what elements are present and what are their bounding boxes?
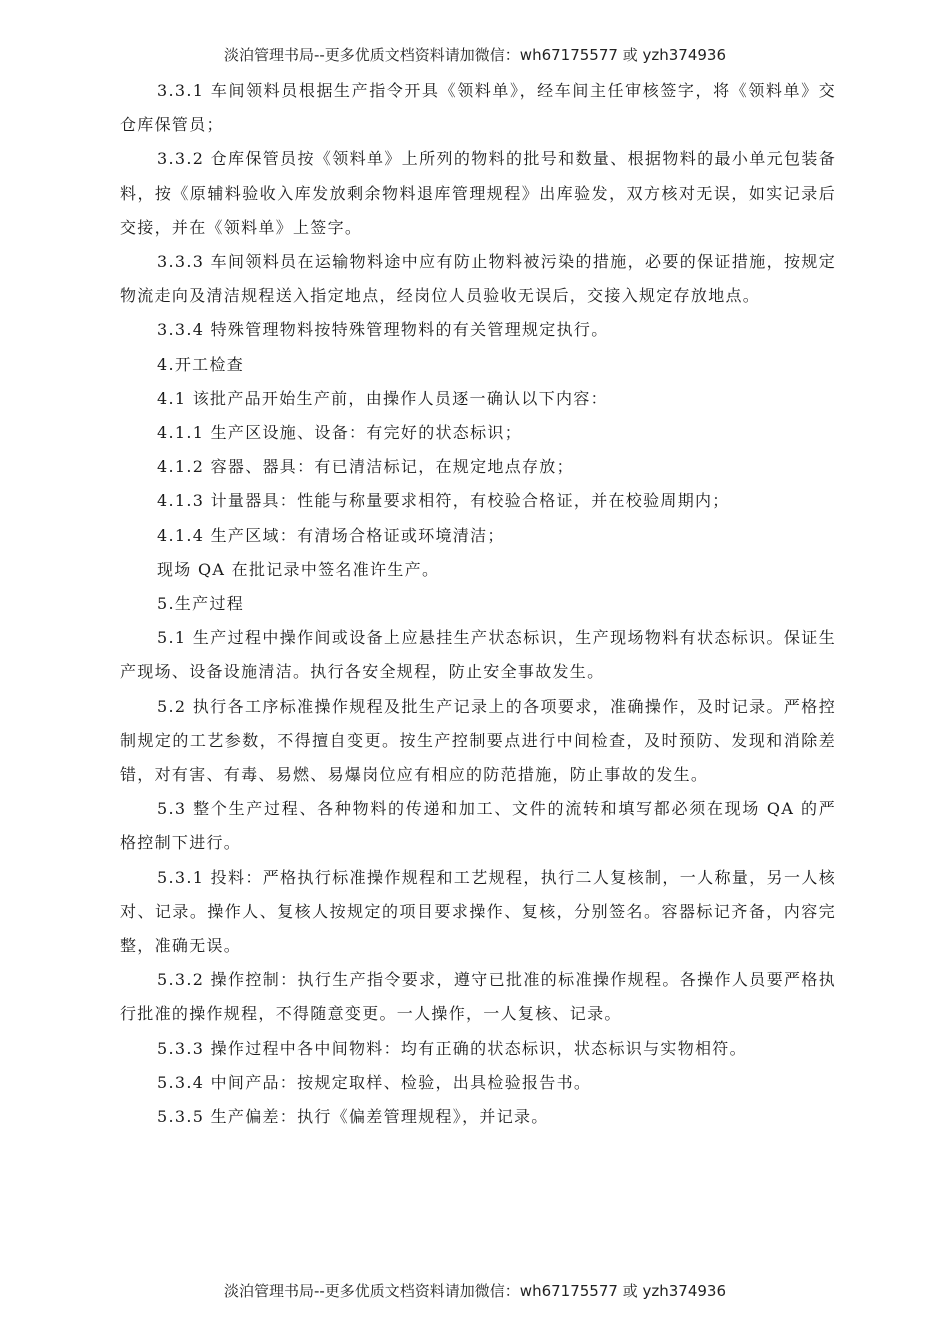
paragraph-4-1: 4.1 该批产品开始生产前，由操作人员逐一确认以下内容：	[157, 388, 608, 408]
paragraph-5-1: 5.1 生产过程中操作间或设备上应悬挂生产状态标识，生产现场物料有状态标识。保证生产现场、设备设施清洁。执行各安全规程，防止安全事故发生。	[120, 628, 836, 682]
paragraph-qa-sign: 现场 QA 在批记录中签名准许生产。	[157, 559, 440, 579]
page-footer: 淡泊管理书局--更多优质文档资料请加微信：wh67175577 或 yzh374936	[223, 1282, 726, 1300]
paragraph-3-3-4: 3.3.4 特殊管理物料按特殊管理物料的有关管理规定执行。	[157, 320, 609, 340]
document-body	[120, 74, 836, 1134]
paragraph-4-1-1: 4.1.1 生产区设施、设备：有完好的状态标识；	[157, 423, 522, 443]
section-heading-5: 5.生产过程	[157, 594, 245, 614]
page-header: 淡泊管理书局--更多优质文档资料请加微信：wh67175577 或 yzh374936	[223, 46, 726, 64]
paragraph-3-3-3: 3.3.3 车间领料员在运输物料途中应有防止物料被污染的措施，必要的保证措施，按规定物流走向及清洁规程送入指定地点，经岗位人员验收无误后，交接入规定存放地点。	[120, 252, 836, 306]
paragraph-4-1-3: 4.1.3 计量器具：性能与称量要求相符，有校验合格证，并在校验周期内；	[157, 491, 730, 511]
paragraph-5-3-3: 5.3.3 操作过程中各中间物料：均有正确的状态标识，状态标识与实物相符。	[157, 1038, 747, 1058]
paragraph-5-3-2: 5.3.2 操作控制：执行生产指令要求，遵守已批准的标准操作规程。各操作人员要严格执行批准的操作规程，不得随意变更。一人操作，一人复核、记录。	[120, 970, 836, 1024]
paragraph-5-3: 5.3 整个生产过程、各种物料的传递和加工、文件的流转和填写都必须在现场 QA 的严格控制下进行。	[120, 799, 836, 853]
paragraph-5-3-4: 5.3.4 中间产品：按规定取样、检验，出具检验报告书。	[157, 1072, 592, 1092]
paragraph-4-1-2: 4.1.2 容器、器具：有已清洁标记，在规定地点存放；	[157, 457, 574, 477]
paragraph-5-2: 5.2 执行各工序标准操作规程及批生产记录上的各项要求，准确操作，及时记录。严格控制规定的工艺参数，不得擅自变更。按生产控制要点进行中间检查，及时预防、发现和消除差错，对有害、有毒、易燃、易爆岗位应有相应的防范措施，防止事故的发生。	[120, 696, 836, 785]
paragraph-4-1-4: 4.1.4 生产区域：有清场合格证或环境清洁；	[157, 525, 505, 545]
paragraph-5-3-5: 5.3.5 生产偏差：执行《偏差管理规程》，并记录。	[157, 1107, 549, 1127]
paragraph-5-3-1: 5.3.1 投料：严格执行标准操作规程和工艺规程，执行二人复核制，一人称量，另一人核对、记录。操作人、复核人按规定的项目要求操作、复核，分别签名。容器标记齐备，内容完整，准确无误。	[120, 867, 836, 956]
paragraph-3-3-1: 3.3.1 车间领料员根据生产指令开具《领料单》，经车间主任审核签字，将《领料单》交仓库保管员；	[120, 81, 836, 135]
section-heading-4: 4.开工检查	[157, 354, 245, 374]
paragraph-3-3-2: 3.3.2 仓库保管员按《领料单》上所列的物料的批号和数量、根据物料的最小单元包装备料，按《原辅料验收入库发放剩余物料退库管理规程》出库验发，双方核对无误，如实记录后交接，并在《领料单》上签字。	[120, 149, 836, 237]
